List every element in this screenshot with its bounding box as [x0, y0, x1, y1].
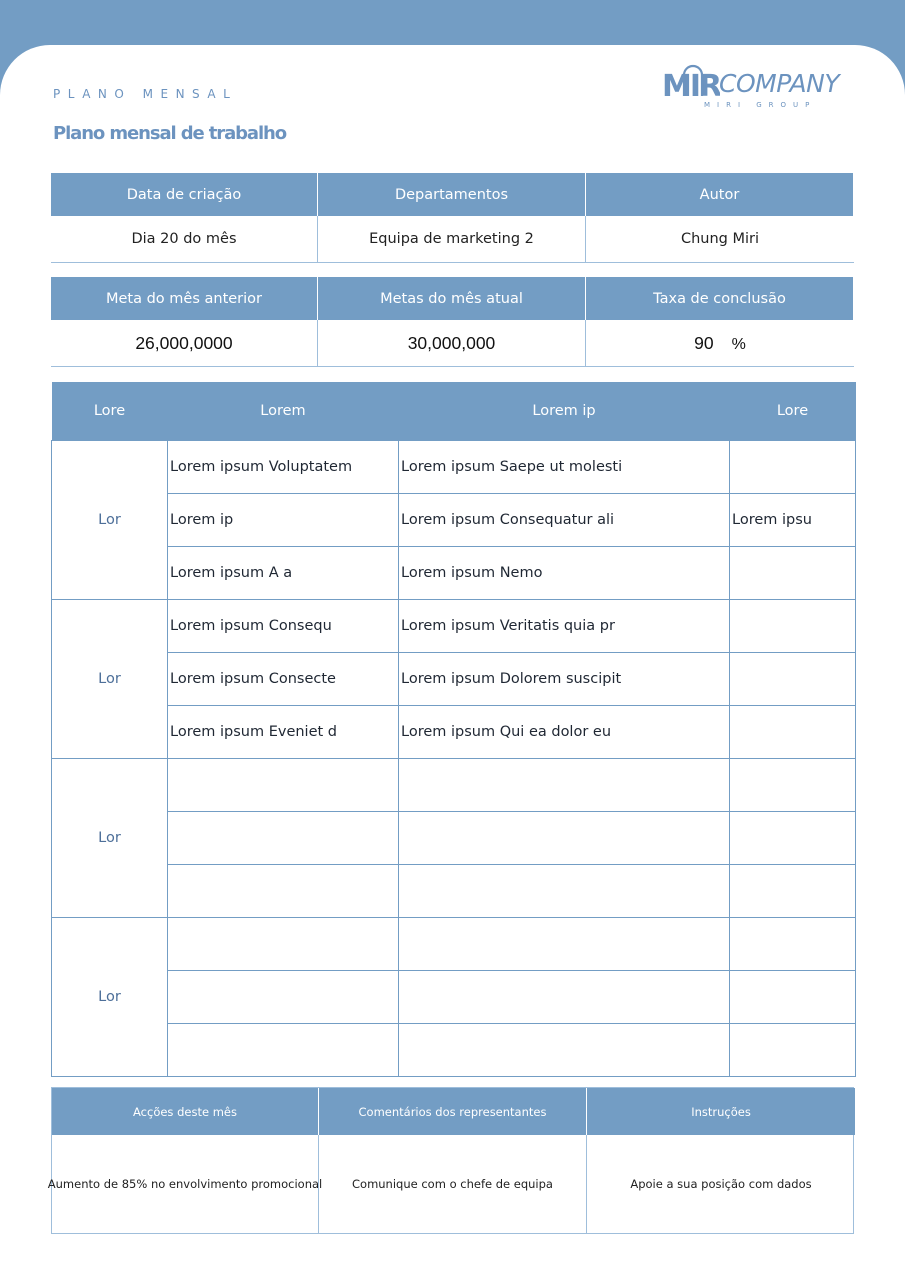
logo-mark-text: MIR — [662, 69, 720, 99]
table-cell — [168, 1023, 399, 1076]
table-cell — [168, 864, 399, 917]
table-cell: Lorem ipsum Saepe ut molesti — [399, 440, 730, 493]
table-row — [52, 599, 856, 652]
value-creation-date: Dia 20 do mês — [51, 216, 318, 263]
column-header: Lorem — [168, 382, 399, 440]
table-row — [52, 970, 856, 1023]
table-cell — [730, 599, 856, 652]
table-cell — [168, 811, 399, 864]
value-representative-comments: Comunique com o chefe de equipa — [319, 1135, 587, 1233]
table-row — [52, 758, 856, 811]
table-cell — [730, 546, 856, 599]
table-cell — [399, 917, 730, 970]
info-table-goals — [51, 277, 854, 367]
completion-rate-number: 90 — [694, 332, 714, 353]
column-header: Lore — [52, 382, 168, 440]
work-plan-table — [51, 382, 856, 1077]
table-cell — [730, 652, 856, 705]
table-cell — [399, 758, 730, 811]
table-cell — [730, 811, 856, 864]
percent-symbol: % — [731, 336, 746, 353]
table-cell: Lorem ipsum Consecte — [168, 652, 399, 705]
table-row — [52, 493, 856, 546]
column-header: Lore — [730, 382, 856, 440]
logo-mark-icon — [662, 63, 720, 99]
table-row — [52, 1023, 856, 1076]
table-cell — [168, 758, 399, 811]
header-author: Autor — [586, 173, 854, 216]
table-cell — [399, 811, 730, 864]
table-cell: Lorem ipsum Consequ — [168, 599, 399, 652]
table-row — [52, 652, 856, 705]
table-cell: Lorem ipsu — [730, 493, 856, 546]
value-instructions: Apoie a sua posição com dados — [630, 1177, 812, 1191]
table-cell: Lorem ipsum A a — [168, 546, 399, 599]
table-cell — [168, 970, 399, 1023]
group-label: Lor — [52, 758, 168, 917]
table-row — [52, 811, 856, 864]
logo-subtitle: MIRI GROUP — [704, 101, 817, 109]
header-completion-rate: Taxa de conclusão — [586, 277, 854, 320]
table-cell — [730, 970, 856, 1023]
value-completion-rate — [586, 320, 854, 367]
table-cell — [399, 1023, 730, 1076]
table-cell — [730, 1023, 856, 1076]
table-cell: Lorem ipsum Veritatis quia pr — [399, 599, 730, 652]
table-cell — [730, 758, 856, 811]
value-monthly-actions: Aumento de 85% no envolvimento promocional — [52, 1135, 319, 1233]
table-row — [52, 440, 856, 493]
logo-wordmark: COMPANY — [719, 69, 840, 98]
page-eyebrow: PLANO MENSAL — [53, 87, 238, 101]
group-label: Lor — [52, 917, 168, 1076]
group-label: Lor — [52, 440, 168, 599]
table-cell: Lorem ipsum Eveniet d — [168, 705, 399, 758]
table-cell: Lorem ip — [168, 493, 399, 546]
value-previous-goal: 26,000,0000 — [51, 320, 318, 367]
table-header-row — [52, 382, 856, 440]
header-creation-date: Data de criação — [51, 173, 318, 216]
table-cell: Lorem ipsum Nemo — [399, 546, 730, 599]
table-cell — [730, 440, 856, 493]
info-table-general — [51, 173, 854, 263]
header-previous-goal: Meta do mês anterior — [51, 277, 318, 320]
value-author: Chung Miri — [586, 216, 854, 263]
table-cell — [168, 917, 399, 970]
table-cell — [730, 864, 856, 917]
table-cell: Lorem ipsum Qui ea dolor eu — [399, 705, 730, 758]
table-cell: Lorem ipsum Voluptatem — [168, 440, 399, 493]
page-title: Plano mensal de trabalho — [53, 123, 287, 144]
table-cell: Lorem ipsum Consequatur ali — [399, 493, 730, 546]
table-cell: Lorem ipsum Dolorem suscipit — [399, 652, 730, 705]
table-cell — [730, 917, 856, 970]
table-row — [52, 705, 856, 758]
header-representative-comments: Comentários dos representantes — [319, 1088, 587, 1135]
table-cell — [730, 705, 856, 758]
header-instructions: Instruções — [587, 1088, 855, 1135]
table-row — [52, 864, 856, 917]
value-current-goals: 30,000,000 — [318, 320, 586, 367]
table-row — [52, 546, 856, 599]
company-logo — [662, 63, 857, 113]
header-monthly-actions: Acções deste mês — [52, 1088, 319, 1135]
header-current-goals: Metas do mês atual — [318, 277, 586, 320]
group-label: Lor — [52, 599, 168, 758]
value-department: Equipa de marketing 2 — [318, 216, 586, 263]
column-header: Lorem ip — [399, 382, 730, 440]
summary-table — [47, 1087, 854, 1234]
table-cell — [399, 864, 730, 917]
table-cell — [399, 970, 730, 1023]
table-row — [52, 917, 856, 970]
header-departments: Departamentos — [318, 173, 586, 216]
